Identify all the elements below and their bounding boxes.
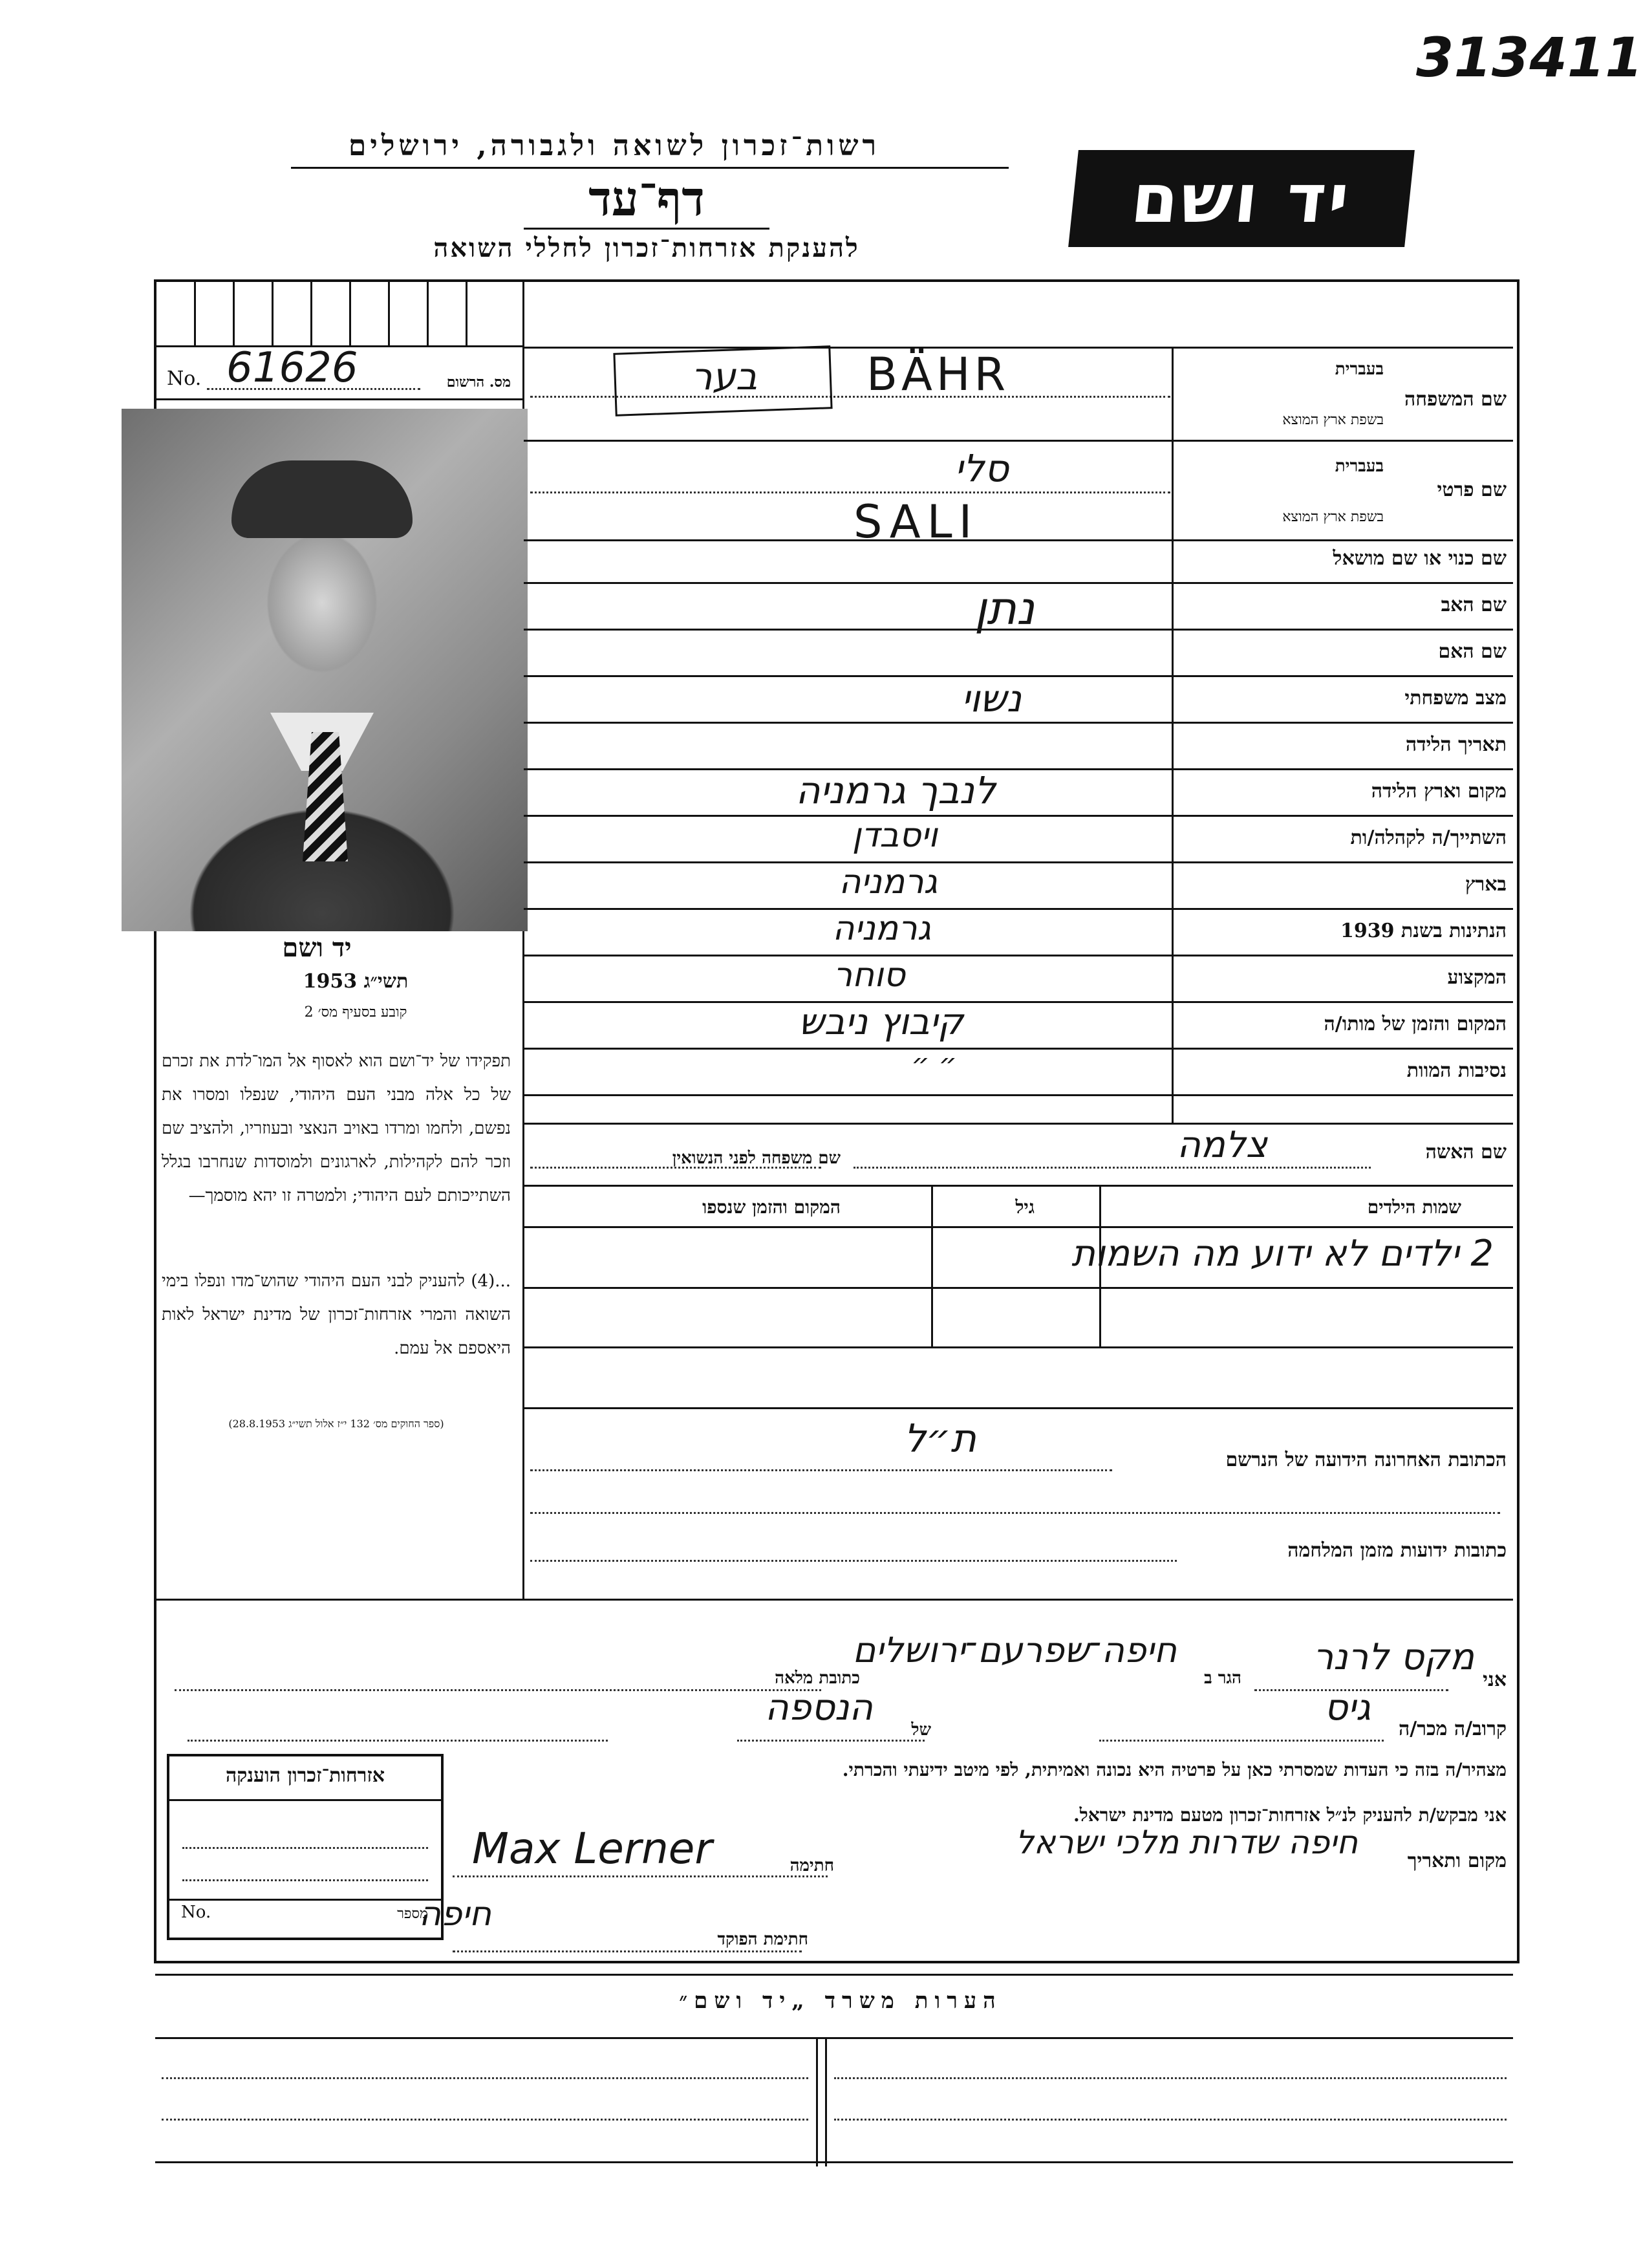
birth-place-value: לנבך גרמניה	[795, 768, 996, 812]
yad-vashem-logo	[1068, 150, 1415, 247]
death-place-label: המקום והזמן של מותו/ה	[1324, 1013, 1507, 1035]
children-death-header: המקום והזמן שנספו	[702, 1196, 841, 1218]
living-in-label: הגר ב	[1204, 1669, 1241, 1688]
family-origin-sublabel: בשפת ארץ המוצא	[1282, 412, 1384, 428]
last-address-label: הכתובת האחרונה הידועה של הנרשם	[1225, 1449, 1507, 1471]
age-header: גיל	[1015, 1196, 1035, 1218]
last-address-value: ת״ל	[903, 1416, 976, 1462]
profession-label: המקצוע	[1447, 966, 1507, 989]
declarant-signature: Max Lerner	[472, 1824, 713, 1874]
family-name-label: שם המשפחה	[1404, 388, 1507, 411]
father-name-label: שם האב	[1441, 594, 1507, 616]
first-name-label: שם פרטי	[1437, 479, 1507, 501]
children-value: 2 ילדים לא ידוע מה השמות	[1071, 1233, 1494, 1275]
top-left-grid	[155, 282, 522, 347]
registration-number: 61626	[226, 344, 358, 392]
place-date-label: מקום ותאריך	[1407, 1850, 1507, 1872]
death-place-value: קיבוץ ניבש	[799, 1001, 963, 1043]
authority-line: רשות־זכרון לשואה ולגבורה, ירושלים	[348, 129, 881, 162]
declarant-name: מקס לרנר	[1313, 1636, 1474, 1678]
family-name-hebrew-value: בער	[691, 354, 758, 398]
children-names-header: שמות הילדים	[1367, 1196, 1461, 1218]
stamp-number: 313411	[1416, 26, 1643, 89]
relative-label: קרוב/ה מכר/ה	[1399, 1718, 1507, 1740]
declaration-request: אני מבקש/ת להעניק לנ״ל אזרחות־זכרון מטעם מדינת ישראל.	[1073, 1804, 1507, 1826]
death-ditto-value: ״ ״	[911, 1048, 957, 1081]
community-label: השתייך/ה לקהלה/ות	[1350, 826, 1507, 849]
title-underline	[524, 228, 769, 230]
sidebar-year: תשי״ג 1953	[303, 970, 409, 993]
office-notes-title: הערות משרד „יד ושם״	[679, 1988, 1002, 2014]
mother-name-label: שם האם	[1438, 640, 1507, 663]
wartime-address-label: כתובות ידועות מזמן המלחמה	[1287, 1539, 1507, 1562]
logo-text: יד ושם	[1128, 159, 1355, 238]
reg-label: מס. הרשום	[446, 374, 511, 391]
portrait-photo	[122, 409, 528, 931]
maiden-name-label: שם משפחה לפני הנשואין	[672, 1149, 841, 1168]
citizenship-box	[167, 1754, 444, 1940]
authority-underline	[291, 167, 1009, 169]
of-label: של	[911, 1720, 931, 1740]
citizenship-number-label: מספר	[397, 1906, 428, 1922]
photo-hair	[231, 460, 413, 538]
photo-caption: יד ושם	[282, 933, 352, 963]
form-title: דף־עד	[588, 171, 705, 227]
sidebar-paragraph-2: ...(4) להעניק לבני העם היהודי שהוש־מדו ונפלו בימי השואה והמרי אזרחות־זכרון של מדינת ישראל לאות היאספם אל עמם.	[162, 1271, 511, 1358]
wife-name-value: צלמה	[1177, 1124, 1267, 1166]
citizenship-label: הנתינות בשנת 1939	[1340, 920, 1507, 942]
birth-date-label: תאריך הלידה	[1405, 733, 1507, 756]
full-address-label: כתובת מלאה	[775, 1669, 860, 1688]
country-label: בארץ	[1465, 873, 1507, 896]
citizenship-no-label: No.	[181, 1903, 211, 1922]
first-name-hebrew-value: סלי	[954, 446, 1009, 490]
officer-signature: חיפה	[418, 1895, 491, 1934]
officer-signature-label: חתימת הפוקד	[717, 1930, 808, 1949]
citizenship-box-title: אזרחות־זכרון הוענקה	[225, 1764, 385, 1787]
death-circumstances-label: נסיבות המוות	[1406, 1059, 1507, 1082]
country-value: גרמניה	[839, 863, 938, 902]
marital-status-label: מצב משפחתי	[1404, 687, 1507, 709]
birth-place-label: מקום וארץ הלידה	[1371, 780, 1507, 803]
community-value: ויסבדן	[852, 816, 938, 855]
deceased-value: הנספה	[765, 1687, 873, 1729]
family-hebrew-sublabel: בעברית	[1335, 360, 1384, 379]
family-name-origin-value: BÄHR	[866, 348, 1010, 401]
declarant-label: אני	[1483, 1669, 1507, 1691]
marital-status-value: נשוי	[961, 676, 1022, 720]
profession-value: סוחר	[833, 956, 905, 995]
declarant-address: חיפה־שפרעם־ירושלים	[852, 1630, 1177, 1670]
reg-no-label: No.	[167, 367, 202, 390]
label-column-divider	[1172, 347, 1174, 1123]
sidebar-footnote: (ספר החוקים מס׳ 132 י״ז אלול תשי״ג 28.8.1953)	[228, 1418, 444, 1430]
first-name-origin-value: SALI	[854, 495, 979, 548]
first-origin-sublabel: בשפת ארץ המוצא	[1282, 509, 1384, 525]
place-date-value: חיפה שדרות מלכי ישראל	[1015, 1824, 1358, 1861]
relation-value: גיס	[1324, 1687, 1371, 1729]
declaration-statement: מצהיר/ה בזה כי העדות שמסרתי כאן על פרטיה היא נכונה ואמיתית, לפי מיטב ידיעתי והכרתי.	[842, 1759, 1507, 1780]
citizenship-value: גרמניה	[832, 909, 931, 948]
nickname-label: שם כנוי או שם מושאל	[1333, 547, 1507, 570]
wife-name-label: שם האשה	[1425, 1141, 1507, 1163]
sidebar-law-ref: קובע בסעיף מס׳ 2	[304, 1004, 407, 1021]
father-name-value: נתן	[974, 582, 1035, 635]
sidebar-paragraph-1: תפקידו של יד־ושם הוא לאסוף אל המו־לדת את זכרם של כל אלה מבני העם היהודי, שנפלו ומסרו את נפשם, ולחמו ומרדו באויב הנאצי ובעוזריו, ולהציב שם וזכר להם לקהילות, לארגונים ולמוסדות שנחרבו בגלל השתייכותם לעם היהודי; ולמטרה זו יהא מוסמך—	[162, 1052, 511, 1205]
form-subtitle: להענקת אזרחות־זכרון לחללי השואה	[433, 233, 860, 263]
first-hebrew-sublabel: בעברית	[1335, 457, 1384, 476]
signature-label: חתימה	[789, 1856, 834, 1875]
